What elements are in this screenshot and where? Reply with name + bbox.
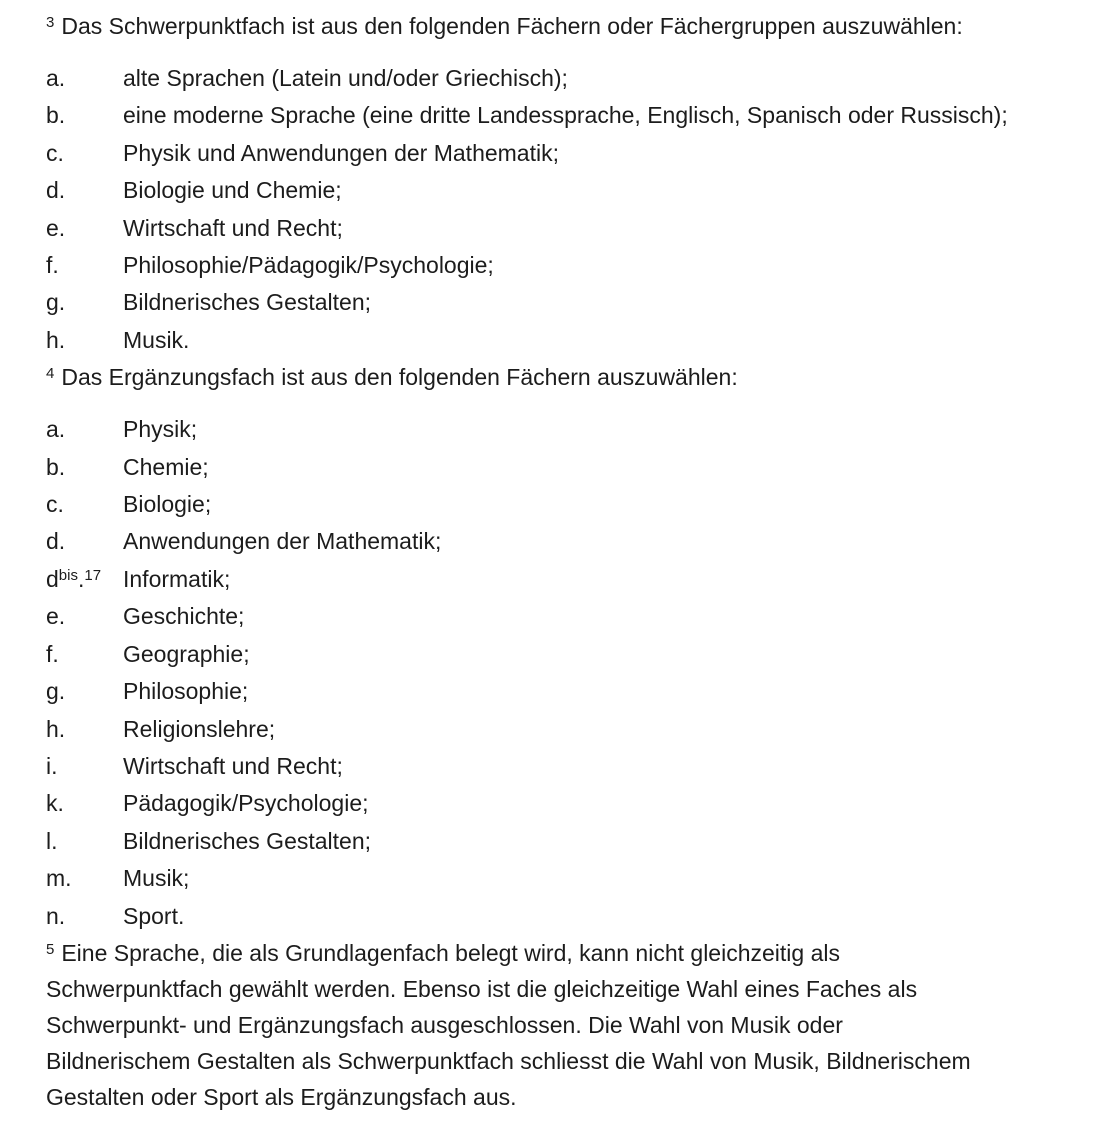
- item-label: g.: [46, 289, 66, 316]
- item-text: Wirtschaft und Recht;: [123, 752, 343, 779]
- item-label: h.: [46, 326, 66, 353]
- paragraph-5-text: Eine Sprache, die als Grundlagenfach belegt wird, kann nicht gleichzeitig als: [61, 939, 840, 966]
- item-label: a.: [46, 65, 66, 91]
- paragraph-5-line: Schwerpunktfach gewählt werden. Ebenso ist die gleichzeitige Wahl eines Faches als: [46, 975, 918, 1002]
- list-item: [46, 210, 1074, 247]
- list-item: [46, 561, 1074, 598]
- document-page: [46, 8, 1074, 1115]
- item-label: e.: [46, 214, 66, 241]
- list-item: [46, 898, 1074, 935]
- paragraph-5-number: 5: [46, 940, 55, 958]
- item-text: Bildnerisches Gestalten;: [123, 827, 372, 854]
- paragraph-5: [46, 935, 1074, 1115]
- paragraph-5-line: Bildnerischem Gestalten als Schwerpunktfach schliesst die Wahl von Musik, Bildnerischem: [46, 1047, 971, 1074]
- item-label: d.: [46, 528, 66, 555]
- item-label: l.: [46, 827, 58, 854]
- item-text: Informatik;: [123, 565, 231, 592]
- paragraph-5-line: [46, 935, 1074, 971]
- list-item: [46, 486, 1074, 523]
- list-item: [46, 60, 1074, 97]
- list-item: [46, 449, 1074, 486]
- paragraph-4: [46, 359, 1074, 396]
- item-label: a.: [46, 416, 66, 443]
- list-item: [46, 636, 1074, 673]
- item-label: g.: [46, 678, 66, 705]
- item-text: Musik;: [123, 865, 190, 892]
- item-text: eine moderne Sprache (eine dritte Landessprache, Englisch, Spanisch oder Russisch);: [123, 102, 1008, 129]
- paragraph-5-line: Schwerpunkt- und Ergänzungsfach ausgeschlossen. Die Wahl von Musik oder: [46, 1011, 843, 1038]
- item-label: c.: [46, 491, 64, 518]
- list-item: [46, 97, 1074, 134]
- list-item: [46, 523, 1074, 560]
- item-text: Physik;: [123, 416, 198, 443]
- list-item: [46, 785, 1074, 822]
- item-label: m.: [46, 865, 72, 892]
- item-text: Wirtschaft und Recht;: [123, 214, 343, 241]
- item-label: i.: [46, 752, 58, 779]
- item-text: Sport.: [123, 902, 185, 929]
- item-label: b.: [46, 102, 66, 129]
- item-text: Chemie;: [123, 453, 209, 480]
- item-label: e.: [46, 603, 66, 630]
- item-text: Musik.: [123, 326, 190, 353]
- list-item: [46, 284, 1074, 321]
- list-item: [46, 748, 1074, 785]
- paragraph-5-line: Gestalten oder Sport als Ergänzungsfach aus.: [46, 1083, 517, 1110]
- list-item: [46, 411, 1074, 448]
- item-label: k.: [46, 790, 64, 817]
- item-label: f.: [46, 252, 59, 279]
- list-item: [46, 172, 1074, 209]
- item-text: Philosophie;: [123, 678, 249, 705]
- paragraph-3-number: 3: [46, 14, 55, 31]
- item-text: Philosophie/Pädagogik/Psychologie;: [123, 252, 494, 279]
- item-text: Biologie;: [123, 491, 212, 518]
- item-label: n.: [46, 902, 66, 929]
- item-label: h.: [46, 715, 66, 742]
- item-text: Pädagogik/Psychologie;: [123, 790, 369, 817]
- schwerpunktfach-list: [46, 60, 1074, 359]
- item-text: Anwendungen der Mathematik;: [123, 528, 442, 555]
- list-item: [46, 823, 1074, 860]
- item-label-suffix: bis: [58, 566, 78, 584]
- item-label: f.: [46, 640, 59, 667]
- item-text: Physik und Anwendungen der Mathematik;: [123, 139, 559, 166]
- list-item: [46, 673, 1074, 710]
- item-text: Bildnerisches Gestalten;: [123, 289, 372, 316]
- paragraph-3: [46, 8, 1074, 45]
- item-text: Biologie und Chemie;: [123, 177, 342, 204]
- item-text: Geschichte;: [123, 603, 245, 630]
- item-label: d.: [46, 177, 66, 204]
- list-item: [46, 860, 1074, 897]
- list-item: [46, 598, 1074, 635]
- list-item: [46, 135, 1074, 172]
- footnote-ref: 17: [84, 566, 102, 584]
- item-text: Geographie;: [123, 640, 250, 667]
- ergaenzungsfach-list: [46, 411, 1074, 935]
- paragraph-3-text: Das Schwerpunktfach ist aus den folgenden Fächern oder Fächergruppen auszuwählen:: [61, 13, 963, 39]
- item-text: alte Sprachen (Latein und/oder Griechisch);: [123, 65, 568, 91]
- item-label: b.: [46, 453, 66, 480]
- list-item: [46, 322, 1074, 359]
- item-label: d$^{bis}$.$^{17}$: [46, 565, 102, 592]
- list-item: [46, 247, 1074, 284]
- paragraph-4-text: Das Ergänzungsfach ist aus den folgenden Fächern auszuwählen:: [61, 364, 738, 391]
- item-text: Religionslehre;: [123, 715, 276, 742]
- paragraph-4-number: 4: [46, 365, 55, 383]
- list-item: [46, 711, 1074, 748]
- item-label: c.: [46, 139, 64, 166]
